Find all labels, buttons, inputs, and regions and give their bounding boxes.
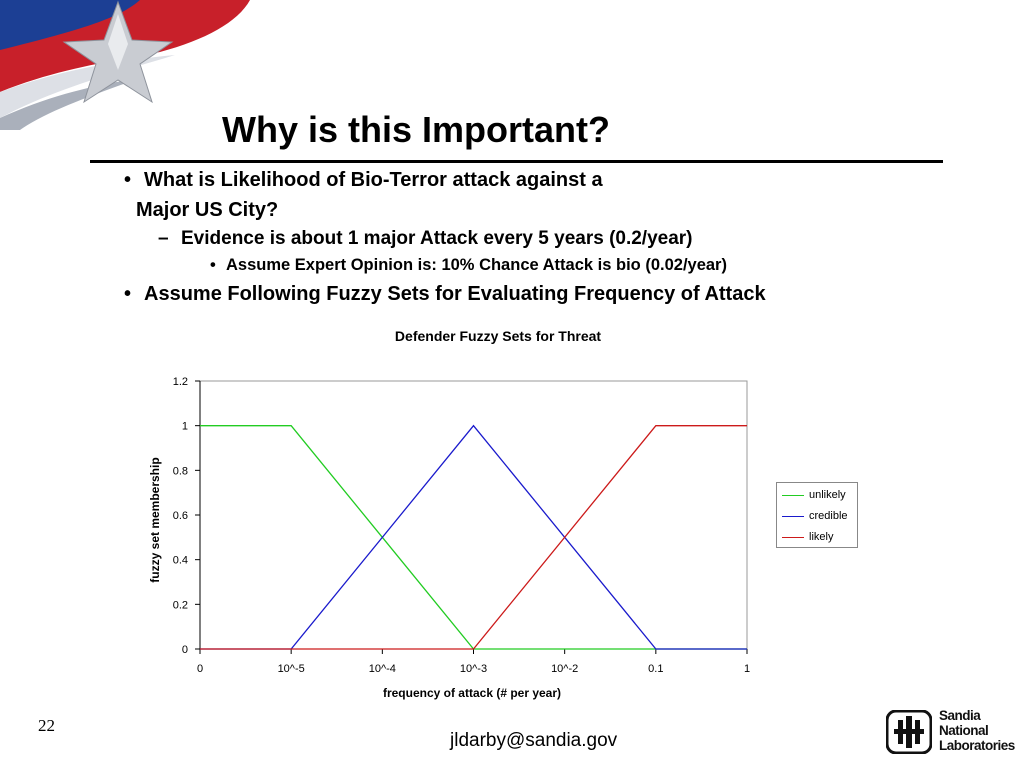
y-tick-label: 0.8 <box>172 465 188 478</box>
legend-label-credible: credible <box>809 510 848 522</box>
series-line-likely <box>200 426 747 649</box>
y-tick-label: 0.4 <box>172 554 188 567</box>
chart-title: Defender Fuzzy Sets for Threat <box>394 328 602 344</box>
y-tick-label: 1 <box>181 420 188 433</box>
y-tick-label: 0.6 <box>172 510 188 522</box>
page-number: 22 <box>38 716 55 735</box>
chart-legend <box>776 482 858 548</box>
bullet-marker: • <box>210 256 216 274</box>
legend-item-credible <box>782 506 857 526</box>
y-tick-label: 0.2 <box>172 599 188 612</box>
x-tick-label: 0.1 <box>648 663 664 675</box>
legend-swatch-unlikely <box>782 495 804 496</box>
x-tick-label: 10^-3 <box>459 663 488 675</box>
sub-bullet-evidence: Evidence is about 1 major Attack every 5 years (0.2/year) <box>181 228 693 249</box>
bullet-fuzzy-sets: Assume Following Fuzzy Sets for Evaluating Frequency of Attack <box>144 283 766 305</box>
series-line-unlikely <box>200 426 747 649</box>
x-tick-label: 10^-5 <box>277 663 305 675</box>
logo-line-sandia: Sandia <box>939 708 981 723</box>
sandia-logo-text <box>939 708 1015 753</box>
x-tick-label: 10^-2 <box>551 663 579 675</box>
legend-item-unlikely <box>782 485 857 505</box>
legend-item-likely <box>782 527 857 547</box>
x-axis-label: frequency of attack (# per year) <box>382 686 562 700</box>
plot-area <box>200 381 747 649</box>
series-line-credible <box>200 426 747 649</box>
legend-swatch-credible <box>782 516 804 517</box>
x-tick-label: 0 <box>196 663 204 675</box>
y-tick-label: 1.2 <box>172 376 188 388</box>
bullet-likelihood-question-cont: Major US City? <box>136 199 279 221</box>
sandia-thunderbird-icon <box>886 710 932 754</box>
x-tick-label: 10^-4 <box>368 663 396 675</box>
bullet-marker: • <box>124 283 132 305</box>
y-tick-label: 0 <box>181 644 188 656</box>
logo-line-laboratories: Laboratories <box>939 738 1015 753</box>
x-tick-label: 1 <box>743 663 751 675</box>
bullet-likelihood-question: What is Likelihood of Bio-Terror attack against a <box>144 169 603 191</box>
sub-sub-bullet-expert-opinion: Assume Expert Opinion is: 10% Chance Attack is bio (0.02/year) <box>226 256 727 274</box>
logo-line-national: National <box>939 723 989 738</box>
sandia-logo <box>886 708 1014 756</box>
footer-email: jldarby@sandia.gov <box>450 730 618 751</box>
y-axis-label: fuzzy set membership <box>148 457 162 583</box>
legend-label-likely: likely <box>809 531 834 543</box>
bullet-marker: • <box>124 169 132 191</box>
dash-marker: – <box>158 228 169 249</box>
legend-label-unlikely: unlikely <box>809 489 846 501</box>
slide-title: Why is this Important? <box>222 109 611 150</box>
legend-swatch-likely <box>782 537 804 538</box>
